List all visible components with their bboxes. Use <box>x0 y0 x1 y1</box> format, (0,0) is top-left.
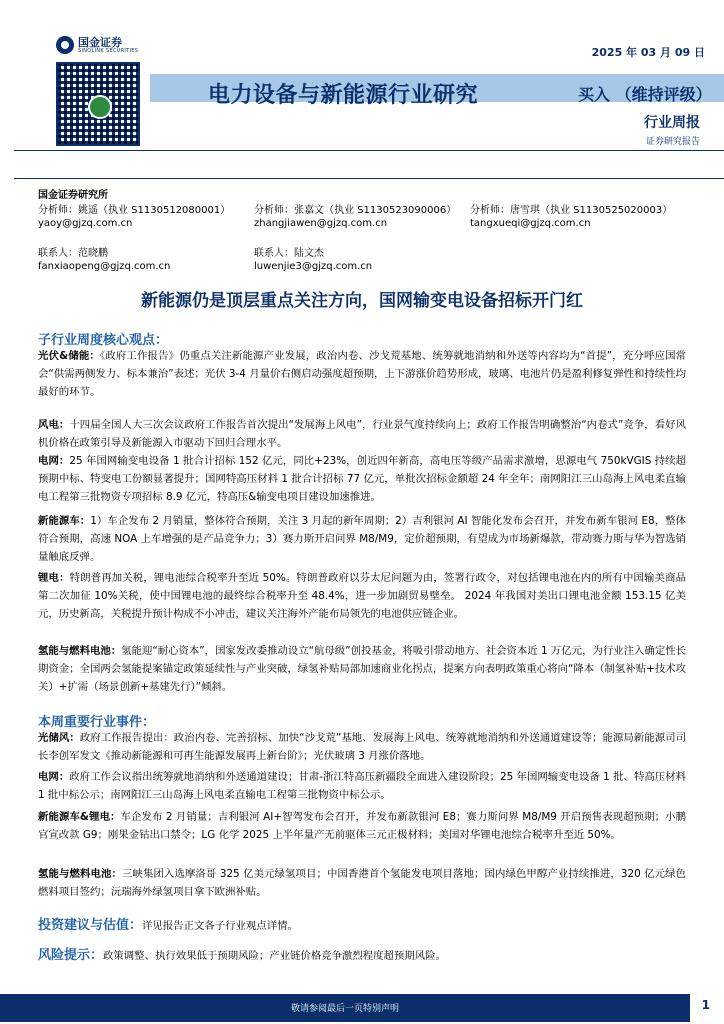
event-grid <box>38 768 686 804</box>
analyst-1: 分析师：姚遥（执业 S1130512080001） <box>38 205 231 216</box>
risk-warning <box>38 944 446 963</box>
institute-name: 国金证券研究所 <box>38 190 108 201</box>
para-label: 光伏&储能： <box>38 350 100 362</box>
brand-logo-icon <box>56 36 74 54</box>
para-text: 氢能迎“耐心资本”，国家发改委推动设立“航母级”创投基金，将吸引带动地方、社会资本近 1 万亿元，为行业注入确定性长期资金；全国两会氢能提案锚定政策延续性与产业突破，绿氢补贴局部加速商业化拐点，提案方向表明政策重心将向“降本（制氢补贴+技术攻关）+扩需（场景创新+基建先行）”倾斜。 <box>38 645 686 693</box>
report-date: 2025 年 03 月 09 日 <box>591 46 705 59</box>
qr-center-logo-icon <box>88 95 112 119</box>
risk-title: 风险提示： <box>38 948 104 963</box>
investment-text: 详见报告正文各子行业观点详情。 <box>142 920 298 932</box>
para-text: 《政府工作报告》仍重点关注新能源产业发展，政治内卷、沙戈荒基地、统筹就地消纳和外送等内容均为“首提”，充分呼应国常会“供需两侧发力、标本兼治”表述；光伏 3-4 月量价右侧启动强度超预期，上下游涨价趋势形成，玻璃、电池片仍是盈利修复弹性和持续性均最好的环节。 <box>38 350 687 398</box>
brand-name-cn: 国金证券 <box>78 35 122 49</box>
para-pv-storage <box>38 347 686 401</box>
para-text: 三峡集团入选摩洛哥 325 亿美元绿氢项目；中国香港首个氢能发电项目落地；国内绿色甲醇产业持续推进，320 亿元绿色燃料项目签约；沅瑞海外绿氢项目拿下欧洲补贴。 <box>38 868 686 898</box>
brand-name-en: SINOLINK SECURITIES <box>78 47 139 54</box>
event-pv-wind <box>38 729 686 765</box>
para-text: 特朗普再加关税，锂电池综合税率升至近 50%。特朗普政府以芬太尼问题为由，签署行政令，对包括锂电池在内的所有中国输美商品第二次加征 10%关税，使中国锂电池的最终综合税率升至 48.4%，进一步加剧贸易壁垒。 2024 年我国对美出口锂电池金额 153.15 亿美元，历史新高，关税提升预计构成不小冲击，建议关注海外产能布局领先的电池供应链企业。 <box>38 572 686 620</box>
para-label: 风电： <box>38 419 70 431</box>
investment-title: 投资建议与估值： <box>38 918 143 933</box>
page-number: 1 <box>701 998 710 1012</box>
para-nev <box>38 512 686 566</box>
contact-2: 联系人：陆文杰 <box>254 248 324 259</box>
para-wind <box>38 416 686 452</box>
brand-logo <box>56 34 144 56</box>
analyst-1-email[interactable]: yaoy@gjzq.com.cn <box>38 218 133 229</box>
headline: 新能源仍是顶层重点关注方向，国网输变电设备招标开门红 <box>141 291 583 311</box>
analyst-2: 分析师：张嘉文（执业 S1130523090006） <box>254 205 457 216</box>
para-text: 政府工作报告提出：政治内卷、完善招标、加快“沙戈荒”基地、发展海上风电、统筹就地消纳和外送通道建设等；能源局新能源司司长李创军发文《推动新能源和可再生能源发展再上新台阶》；光伏玻璃 3 月涨价落地。 <box>38 732 687 762</box>
event-nev-lithium <box>38 808 686 844</box>
investment-advice <box>38 914 298 933</box>
contact-1-email[interactable]: fanxiaopeng@gjzq.com.cn <box>38 261 171 272</box>
header-divider-2 <box>14 178 724 179</box>
para-label: 电网： <box>38 771 70 783</box>
para-text: 十四届全国人大三次会议政府工作报告首次提出“发展海上风电”，行业景气度持续向上；政府工作报告明确整治“内卷式”竞争，看好风机价格在政策引导及新能源入市驱动下回归合理水平。 <box>38 419 687 449</box>
para-lithium <box>38 569 686 623</box>
para-label: 氢能与燃料电池： <box>38 868 122 880</box>
analyst-3-email[interactable]: tangxueqi@gjzq.com.cn <box>470 218 591 229</box>
para-label: 新能源车： <box>38 515 91 527</box>
rating: 买入 （维持评级） <box>578 85 712 104</box>
para-label: 光储风： <box>38 732 80 744</box>
para-text: 25 年国网输变电设备 1 批合计招标 152 亿元，同比+23%，创近四年新高，高电压等级产品需求激增，思源电气 750kVGIS 持续超预期中标、特变电工份额显著提升；国网特高压材料 1 批合计招标 77 亿元，单批次招标金额超 24 年全年；南网阳江三山岛海上风电柔直输电工程第三批物资专项招标 8.9 亿元，特高压&输变电项目建设加速推进。 <box>38 455 686 503</box>
brand-text <box>78 37 138 54</box>
report-title: 电力设备与新能源行业研究 <box>208 83 479 108</box>
event-hydrogen <box>38 865 686 901</box>
analyst-3: 分析师：唐雪琪（执业 S1130525020003） <box>470 205 673 216</box>
analyst-2-email[interactable]: zhangjiawen@gjzq.com.cn <box>254 218 388 229</box>
para-text: 政府工作会议指出统筹就地消纳和外送通道建设；甘肃-浙江特高压新疆段全面进入建设阶段；25 年国网输变电设备 1 批、特高压材料 1 批中标公示；南网阳江三山岛海上风电柔直输电工程第三批物资中标公示。 <box>38 771 686 801</box>
contact-2-email[interactable]: luwenjie3@gjzq.com.cn <box>254 261 373 272</box>
report-subtype: 证券研究报告 <box>645 137 700 147</box>
section-events-title: 本周重要行业事件： <box>38 715 156 730</box>
report-type: 行业周报 <box>644 115 700 131</box>
section-core-views-title: 子行业周度核心观点： <box>38 333 169 348</box>
para-hydrogen <box>38 642 686 696</box>
risk-text: 政策调整、执行效果低于预期风险；产业链价格竞争激烈程度超预期风险。 <box>103 950 446 962</box>
para-text: 车企发布 2 月销量；吉利银河 AI+智驾发布会召开，并发布新款银河 E8；赛力斯问界 M8/M9 开启预售表现超预期；小鹏官宣改款 G9；刚果金钴出口禁令；LG 化学 2025 上半年量产无前驱体三元正极材料；美国对华锂电池综合税率升至近 50%。 <box>38 811 686 841</box>
para-label: 电网： <box>38 455 70 467</box>
header-divider <box>14 150 724 151</box>
footer-disclaimer[interactable]: 敬请参阅最后一页特别声明 <box>290 1004 399 1014</box>
para-grid <box>38 452 686 506</box>
contact-1: 联系人：范晓鹏 <box>38 248 108 259</box>
para-label: 新能源车&锂电： <box>38 811 121 823</box>
para-label: 锂电： <box>38 572 70 584</box>
para-label: 氢能与燃料电池： <box>38 645 122 657</box>
para-text: 1）车企发布 2 月销量，整体符合预期，关注 3 月起的新年周期；2）吉利银河 AI 智能化发布会召开，并发布新车银河 E8，整体符合预期，高速 NOA 上车增强的是产品竞争力；3）赛力斯开启问界 M8/M9，定价超预期，有望成为市场新爆款，带动赛力斯与华为智选销量触底反弹。 <box>38 515 686 563</box>
